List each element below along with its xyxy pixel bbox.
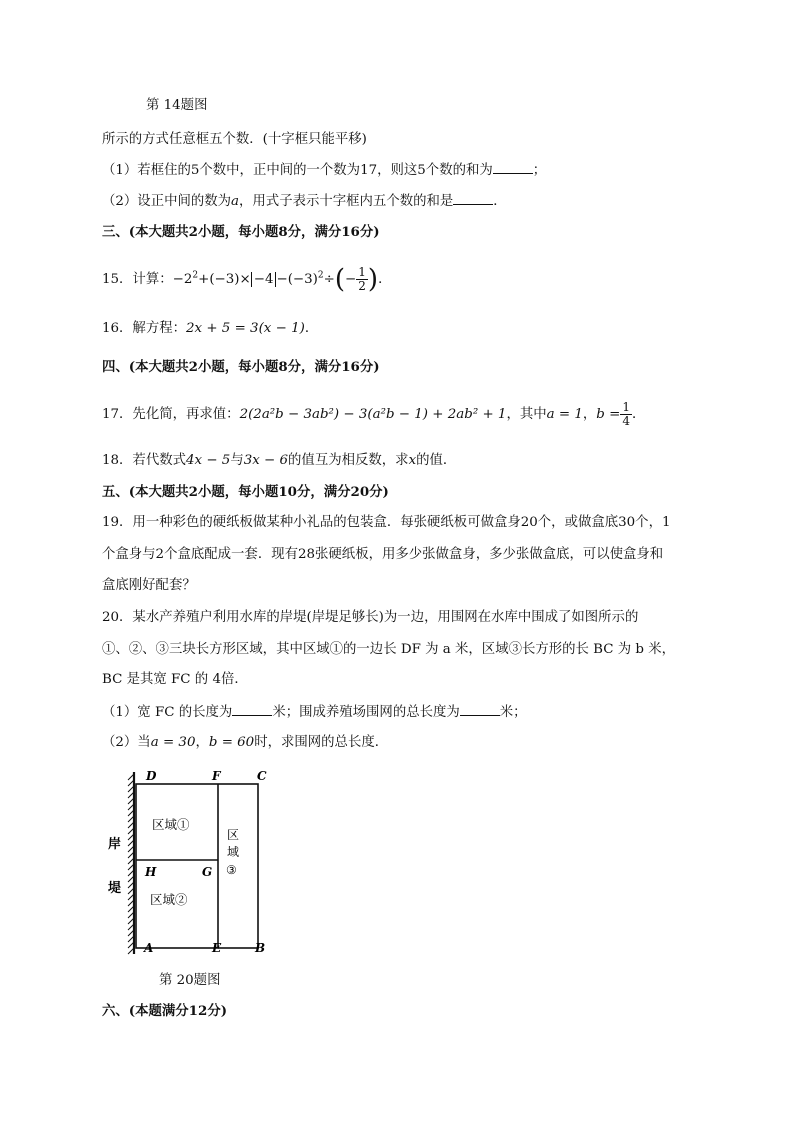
q16: 16．解方程：2x + 5 = 3(x − 1)． [102, 321, 319, 336]
region-3-char-2: 域 [227, 845, 240, 859]
q20-part2: （2）当a = 30，b = 60时，求围网的总长度． [102, 735, 389, 750]
label-h: H [145, 865, 157, 879]
answer-blank[interactable] [453, 192, 493, 205]
figure-14-caption: 第 14题图 [146, 98, 208, 113]
q14-intro: 所示的方式任意框五个数．(十字框只能平移) [102, 132, 367, 147]
label-d: D [146, 769, 157, 783]
label-f: F [212, 769, 221, 783]
q19-line2: 个盒身与2个盒底配成一套．现有28张硬纸板，用多少张做盒身，多少张做盒底，可以使盒身和 [102, 547, 664, 562]
region-3-char-1: 区 [227, 828, 240, 842]
q19-line1: 19．用一种彩色的硬纸板做某种小礼品的包装盒．每张硬纸板可做盒身20个，或做盒底30个，1 [102, 515, 671, 530]
answer-blank[interactable] [460, 703, 500, 716]
bank-char-2: 堤 [108, 881, 122, 896]
q20-line1: 20．某水产养殖户利用水库的岸堤(岸堤足够长)为一边，用围网在水库中围成了如图所示的 [102, 610, 639, 625]
label-c: C [257, 769, 267, 783]
answer-blank[interactable] [493, 161, 533, 174]
fraction: $\frac{1}{4}$ [622, 400, 630, 428]
label-b: B [255, 941, 266, 955]
section-3-heading: 三、(本大题共2小题，每小题8分，满分16分) [102, 224, 380, 240]
section-5-heading: 五、(本大题共2小题，每小题10分，满分20分) [102, 484, 389, 500]
label-a: A [144, 941, 154, 955]
q20-line2: ①、②、③三块长方形区域，其中区域①的一边长 DF 为 a 米，区域③长方形的长 BC 为 b 米， [102, 642, 676, 657]
region-1-label: 区域① [152, 817, 190, 832]
section-6-heading: 六、(本题满分12分) [102, 1003, 228, 1019]
q20-part1: （1）宽 FC 的长度为 米；围成养殖场围网的总长度为 米； [102, 705, 527, 720]
q14-part1: （1）若框住的5个数中，正中间的一个数为17，则这5个数的和为 ； [102, 163, 547, 178]
region-3-char-3: ③ [226, 863, 237, 877]
q17: 17．先化简，再求值：2(2a²b − 3ab²) − 3(a²b − 1) + 2ab² + 1，其中a = 1，b = $\frac{1}{4}$ ． [102, 400, 646, 428]
fraction: $\frac{1}{2}$ [358, 265, 366, 293]
figure-20-caption: 第 20题图 [159, 973, 221, 988]
label-g: G [202, 865, 213, 879]
q19-line3: 盒底刚好配套？ [102, 578, 196, 593]
label-e: E [212, 941, 222, 955]
q15: 15．计算：$-2^2+(-3)\times -4 -(-3)^2\div(-$ $\frac{1}{2}$ )． [102, 264, 392, 295]
region-2-label: 区域② [150, 892, 188, 907]
answer-blank[interactable] [232, 703, 272, 716]
bank-char-1: 岸 [108, 837, 122, 852]
q18: 18．若代数式4x − 5与3x − 6的值互为相反数，求x的值． [102, 453, 457, 468]
section-4-heading: 四、(本大题共2小题，每小题8分，满分16分) [102, 359, 380, 375]
figure-20-diagram [100, 764, 280, 964]
q14-part2: （2）设正中间的数为a，用式子表示十字框内五个数的和是 ． [102, 194, 507, 209]
q20-line3: BC 是其宽 FC 的 4倍． [102, 672, 248, 687]
